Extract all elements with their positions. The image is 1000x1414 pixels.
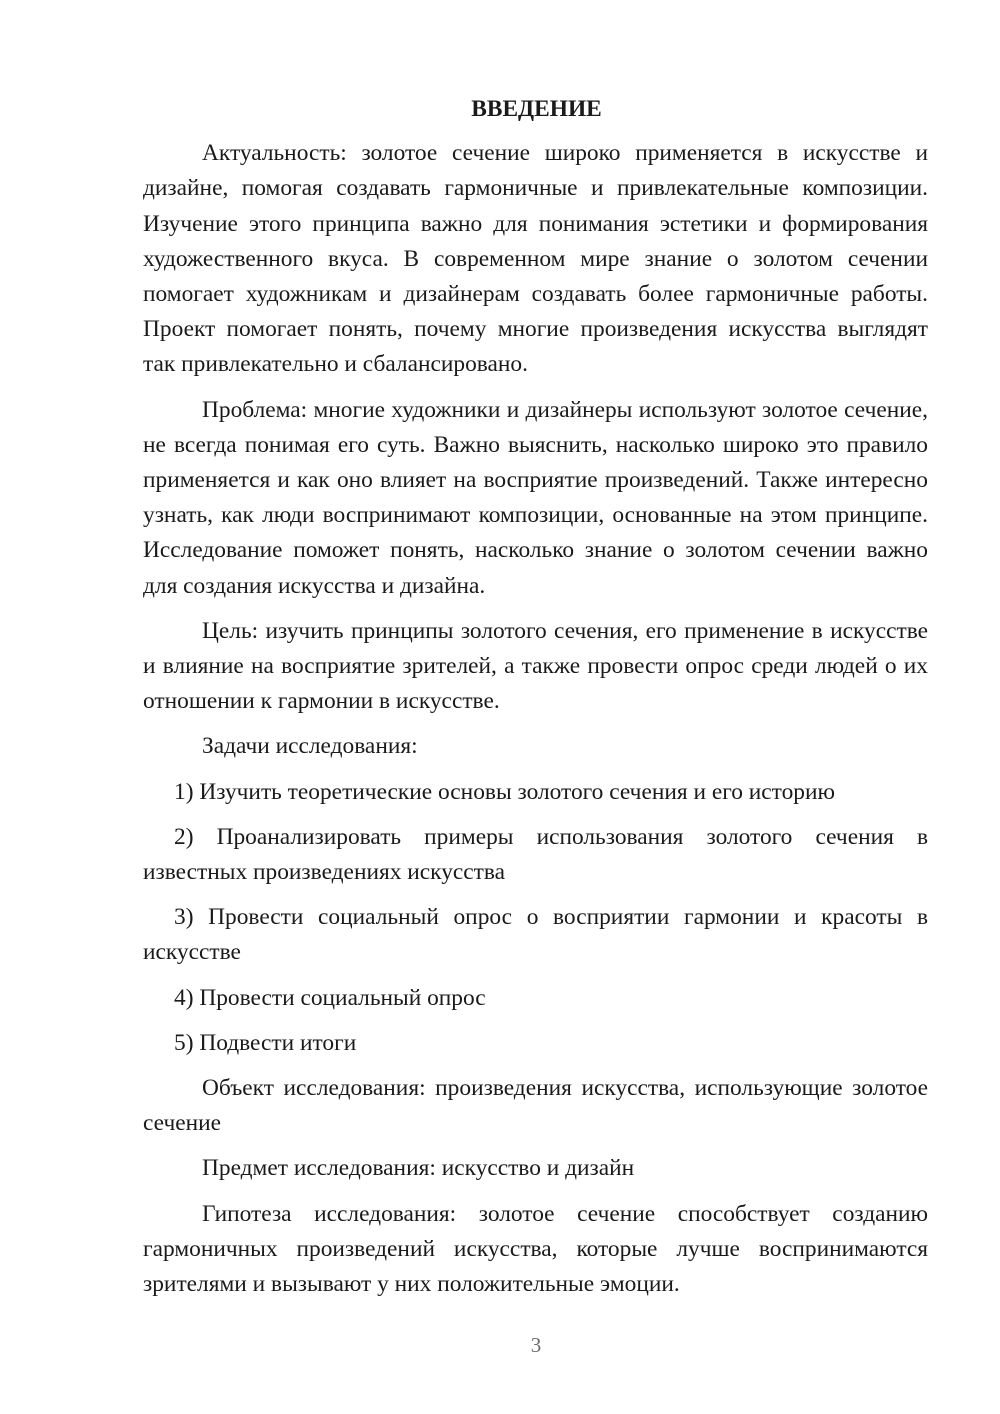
task-item-5: 5) Подвести итоги (174, 1029, 357, 1056)
document-page (143, 92, 928, 1312)
paragraph-relevance: Актуальность: золотое сечение широко применяется в искусстве и дизайне, помогая создавать гармоничные и привлекательные композиции. Изучение этого принципа важно для понимания эстетики и формирования художественного вкуса. В современном мире знание о золотом сечении помогает художникам и дизайнерам создавать более гармоничные работы. Проект помогает понять, почему многие произведения искусства выглядят так привлекательно и сбалансировано. (143, 140, 928, 378)
task-item-1: 1) Изучить теоретические основы золотого сечения и его историю (174, 778, 835, 805)
task-item-4: 4) Провести социальный опрос (174, 984, 486, 1011)
paragraph-object: Объект исследования: произведения искусства, использующие золотое сечение (143, 1075, 928, 1137)
tasks-heading: Задачи исследования: (202, 733, 418, 760)
paragraph-problem: Проблема: многие художники и дизайнеры используют золотое сечение, не всегда понимая его суть. Важно выяснить, насколько широко это правило применяется и как оно влияет на восприятие произведений. Также интересно узнать, как люди воспринимают композиции, основанные на этом принципе. Исследование поможет понять, насколько знание о золотом сечении важно для создания искусства и дизайна. (143, 396, 928, 599)
paragraph-subject: Предмет исследования: искусство и дизайн (202, 1155, 635, 1182)
paragraph-goal: Цель: изучить принципы золотого сечения, его применение в искусстве и влияние на восприятие зрителей, а также провести опрос среди людей о их отношении к гармонии в искусстве. (143, 617, 928, 715)
page-number: 3 (530, 1333, 542, 1357)
section-title: ВВЕДЕНИЕ (471, 96, 602, 122)
paragraph-hypothesis: Гипотеза исследования: золотое сечение способствует созданию гармоничных произведений искусства, которые лучше воспринимаются зрителями и вызывают у них положительные эмоции. (143, 1200, 928, 1298)
task-item-3: 3) Провести социальный опрос о восприятии гармонии и красоты в искусстве (143, 904, 928, 966)
task-item-2: 2) Проанализировать примеры использования золотого сечения в известных произведениях искусства (143, 823, 928, 886)
